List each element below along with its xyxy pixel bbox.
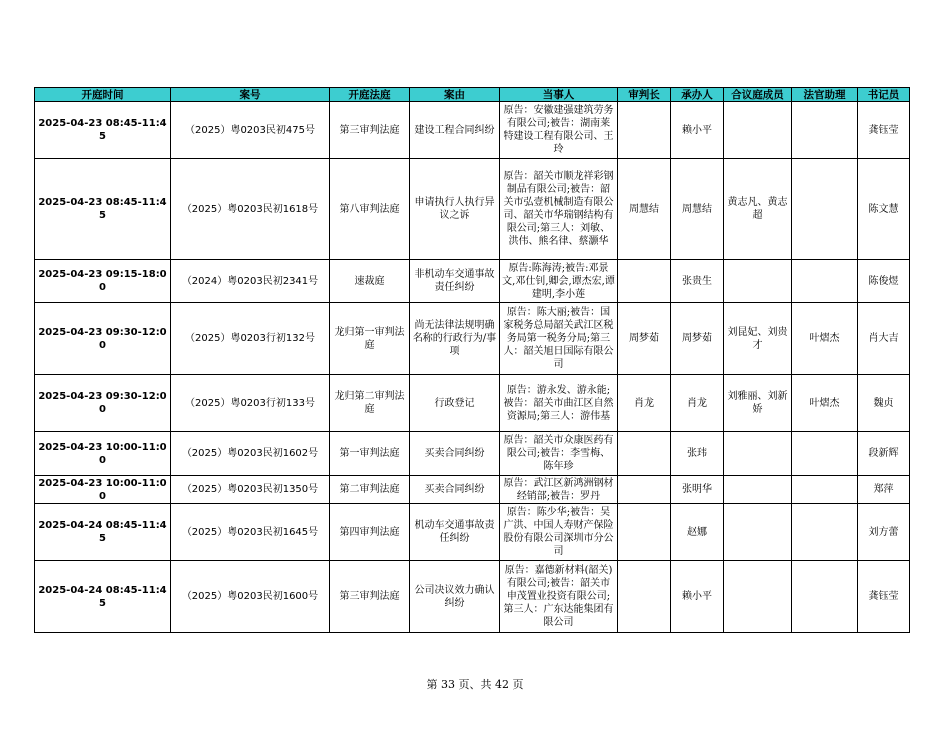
parties-cell: 原告：嘉德新材料(韶关)有限公司;被告：韶关市申茂置业投资有限公司;第三人：广东达能集团有限公司 bbox=[500, 561, 618, 633]
header-clerk: 书记员 bbox=[858, 88, 910, 102]
presiding-judge-cell bbox=[618, 432, 671, 476]
panel-members-cell bbox=[724, 561, 792, 633]
case-number-cell: （2025）粤0203民初1600号 bbox=[171, 561, 330, 633]
start-time-cell: 2025-04-23 10:00-11:00 bbox=[35, 432, 171, 476]
hearing-schedule bbox=[34, 87, 909, 633]
cause-cell: 行政登记 bbox=[410, 375, 500, 432]
table-body bbox=[35, 102, 910, 633]
presiding-judge-cell: 周梦茹 bbox=[618, 303, 671, 375]
clerk-cell: 陈文慧 bbox=[858, 159, 910, 260]
table-row bbox=[35, 375, 910, 432]
header-panel-members: 合议庭成员 bbox=[724, 88, 792, 102]
header-presiding-judge: 审判长 bbox=[618, 88, 671, 102]
courtroom-cell: 第一审判法庭 bbox=[330, 432, 410, 476]
presiding-judge-cell bbox=[618, 561, 671, 633]
presiding-judge-cell bbox=[618, 504, 671, 561]
panel-members-cell bbox=[724, 504, 792, 561]
parties-cell: 原告：武江区新鸿洲钢材经销部;被告：罗丹 bbox=[500, 476, 618, 504]
courtroom-cell: 速裁庭 bbox=[330, 260, 410, 303]
courtroom-cell: 龙归第二审判法庭 bbox=[330, 375, 410, 432]
parties-cell: 原告：陈少华;被告：吴广洪、中国人寿财产保险股份有限公司深圳市分公司 bbox=[500, 504, 618, 561]
judge-assistant-cell bbox=[792, 561, 858, 633]
judge-assistant-cell bbox=[792, 260, 858, 303]
clerk-cell: 龚钰莹 bbox=[858, 102, 910, 159]
judge-assistant-cell bbox=[792, 102, 858, 159]
start-time-cell: 2025-04-23 08:45-11:45 bbox=[35, 159, 171, 260]
clerk-cell: 陈俊煜 bbox=[858, 260, 910, 303]
header-case-number: 案号 bbox=[171, 88, 330, 102]
judge-assistant-cell: 叶熠杰 bbox=[792, 375, 858, 432]
table-row bbox=[35, 476, 910, 504]
judge-assistant-cell bbox=[792, 476, 858, 504]
presiding-judge-cell bbox=[618, 102, 671, 159]
cause-cell: 非机动车交通事故责任纠纷 bbox=[410, 260, 500, 303]
clerk-cell: 魏贞 bbox=[858, 375, 910, 432]
parties-cell: 原告：陈大丽;被告：国家税务总局韶关武江区税务局第一税务分局;第三人：韶关旭日国际有限公司 bbox=[500, 303, 618, 375]
courtroom-cell: 第二审判法庭 bbox=[330, 476, 410, 504]
table-row bbox=[35, 159, 910, 260]
panel-members-cell: 黄志凡、黄志超 bbox=[724, 159, 792, 260]
courtroom-cell: 第三审判法庭 bbox=[330, 102, 410, 159]
courtroom-cell: 第三审判法庭 bbox=[330, 561, 410, 633]
handler-cell: 赵娜 bbox=[671, 504, 724, 561]
start-time-cell: 2025-04-23 09:30-12:00 bbox=[35, 375, 171, 432]
panel-members-cell bbox=[724, 476, 792, 504]
table-row bbox=[35, 432, 910, 476]
cause-cell: 尚无法律法规明确名称的行政行为/事项 bbox=[410, 303, 500, 375]
courtroom-cell: 第八审判法庭 bbox=[330, 159, 410, 260]
table-row bbox=[35, 504, 910, 561]
panel-members-cell bbox=[724, 260, 792, 303]
page-number: 第 33 页、共 42 页 bbox=[426, 678, 524, 691]
judge-assistant-cell: 叶熠杰 bbox=[792, 303, 858, 375]
parties-cell: 原告：安徽建强建筑劳务有限公司;被告：湖南莱特建设工程有限公司、王玲 bbox=[500, 102, 618, 159]
handler-cell: 周梦茹 bbox=[671, 303, 724, 375]
courtroom-cell: 第四审判法庭 bbox=[330, 504, 410, 561]
presiding-judge-cell: 周慧结 bbox=[618, 159, 671, 260]
panel-members-cell: 刘昆妃、刘贵才 bbox=[724, 303, 792, 375]
handler-cell: 张贵生 bbox=[671, 260, 724, 303]
case-number-cell: （2025）粤0203民初1602号 bbox=[171, 432, 330, 476]
header-cause: 案由 bbox=[410, 88, 500, 102]
start-time-cell: 2025-04-23 08:45-11:45 bbox=[35, 102, 171, 159]
case-number-cell: （2024）粤0203民初2341号 bbox=[171, 260, 330, 303]
handler-cell: 张明华 bbox=[671, 476, 724, 504]
handler-cell: 张玮 bbox=[671, 432, 724, 476]
parties-cell: 原告：韶关市众康医药有限公司;被告：李雪梅、陈年珍 bbox=[500, 432, 618, 476]
judge-assistant-cell bbox=[792, 432, 858, 476]
case-number-cell: （2025）粤0203民初475号 bbox=[171, 102, 330, 159]
handler-cell: 周慧结 bbox=[671, 159, 724, 260]
case-number-cell: （2025）粤0203民初1645号 bbox=[171, 504, 330, 561]
header-courtroom: 开庭法庭 bbox=[330, 88, 410, 102]
header-judge-assistant: 法官助理 bbox=[792, 88, 858, 102]
judge-assistant-cell bbox=[792, 504, 858, 561]
judge-assistant-cell bbox=[792, 159, 858, 260]
start-time-cell: 2025-04-23 09:30-12:00 bbox=[35, 303, 171, 375]
clerk-cell: 龚钰莹 bbox=[858, 561, 910, 633]
clerk-cell: 肖大吉 bbox=[858, 303, 910, 375]
start-time-cell: 2025-04-24 08:45-11:45 bbox=[35, 561, 171, 633]
table-row bbox=[35, 303, 910, 375]
header-handler: 承办人 bbox=[671, 88, 724, 102]
table-row bbox=[35, 561, 910, 633]
cause-cell: 机动车交通事故责任纠纷 bbox=[410, 504, 500, 561]
panel-members-cell bbox=[724, 102, 792, 159]
case-number-cell: （2025）粤0203民初1350号 bbox=[171, 476, 330, 504]
case-number-cell: （2025）粤0203行初133号 bbox=[171, 375, 330, 432]
clerk-cell: 段新辉 bbox=[858, 432, 910, 476]
panel-members-cell: 刘雅丽、刘新娇 bbox=[724, 375, 792, 432]
start-time-cell: 2025-04-24 08:45-11:45 bbox=[35, 504, 171, 561]
handler-cell: 赖小平 bbox=[671, 102, 724, 159]
start-time-cell: 2025-04-23 09:15-18:00 bbox=[35, 260, 171, 303]
parties-cell: 原告：游永发、游永能;被告：韶关市曲江区自然资源局;第三人：游伟基 bbox=[500, 375, 618, 432]
hearing-table bbox=[34, 87, 910, 633]
parties-cell: 原告:陈海涛;被告:邓景文,邓仕钊,卿会,谭杰宏,谭建明,李小莲 bbox=[500, 260, 618, 303]
clerk-cell: 刘方蕾 bbox=[858, 504, 910, 561]
handler-cell: 肖龙 bbox=[671, 375, 724, 432]
presiding-judge-cell: 肖龙 bbox=[618, 375, 671, 432]
header-parties: 当事人 bbox=[500, 88, 618, 102]
handler-cell: 赖小平 bbox=[671, 561, 724, 633]
cause-cell: 建设工程合同纠纷 bbox=[410, 102, 500, 159]
presiding-judge-cell bbox=[618, 260, 671, 303]
presiding-judge-cell bbox=[618, 476, 671, 504]
cause-cell: 申请执行人执行异议之诉 bbox=[410, 159, 500, 260]
case-number-cell: （2025）粤0203民初1618号 bbox=[171, 159, 330, 260]
table-header-row bbox=[35, 88, 910, 102]
parties-cell: 原告：韶关市顺龙祥彩钢制品有限公司;被告：韶关市弘壹机械制造有限公司、韶关市华瑞钢结构有限公司;第三人：刘敏、洪伟、熊名律、蔡灏华 bbox=[500, 159, 618, 260]
case-number-cell: （2025）粤0203行初132号 bbox=[171, 303, 330, 375]
clerk-cell: 郑萍 bbox=[858, 476, 910, 504]
cause-cell: 买卖合同纠纷 bbox=[410, 432, 500, 476]
panel-members-cell bbox=[724, 432, 792, 476]
courtroom-cell: 龙归第一审判法庭 bbox=[330, 303, 410, 375]
cause-cell: 公司决议效力确认纠纷 bbox=[410, 561, 500, 633]
table-row bbox=[35, 260, 910, 303]
table-row bbox=[35, 102, 910, 159]
start-time-cell: 2025-04-23 10:00-11:00 bbox=[35, 476, 171, 504]
cause-cell: 买卖合同纠纷 bbox=[410, 476, 500, 504]
header-start-time: 开庭时间 bbox=[35, 88, 171, 102]
